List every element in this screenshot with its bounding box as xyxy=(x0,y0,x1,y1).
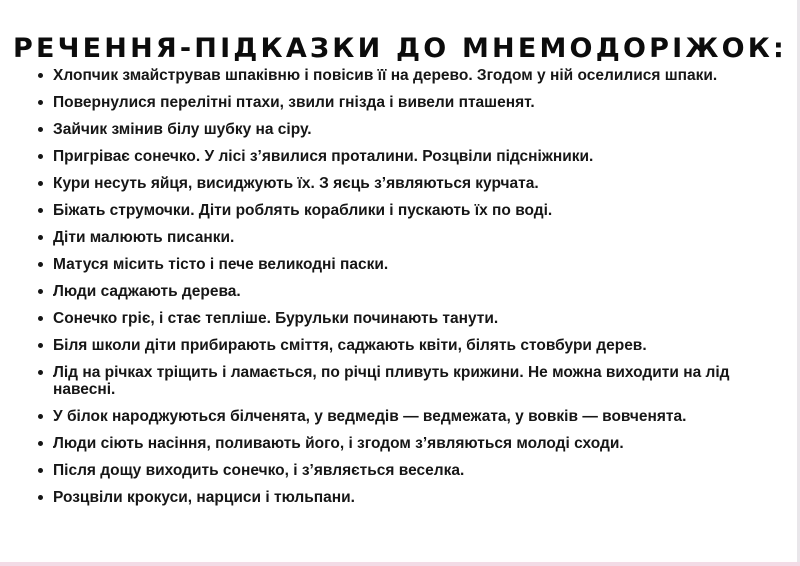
bullet-icon xyxy=(38,316,43,321)
list-item-text: Розцвіли крокуси, нарциси і тюльпани. xyxy=(53,489,355,506)
bullet-icon xyxy=(38,235,43,240)
list-item xyxy=(34,489,774,506)
list-item xyxy=(34,283,774,300)
bullet-icon xyxy=(38,289,43,294)
list-item-text: Хлопчик змайстрував шпаківню і повісив її на дерево. Згодом у ній оселилися шпаки. xyxy=(53,67,718,84)
list-item-text: Діти малюють писанки. xyxy=(53,229,235,246)
list-item xyxy=(34,94,774,111)
bullet-icon xyxy=(38,370,43,375)
bullet-icon xyxy=(38,495,43,500)
list-item xyxy=(34,408,774,425)
list-item xyxy=(34,310,774,327)
bullet-icon xyxy=(38,73,43,78)
list-item-text: Сонечко гріє, і стає тепліше. Бурульки починають танути. xyxy=(53,310,499,327)
list-item-text: Люди сіють насіння, поливають його, і згодом з’являються молоді сходи. xyxy=(53,435,624,452)
bullet-icon xyxy=(38,441,43,446)
list-item-text: Повернулися перелітні птахи, звили гнізда і вивели пташенят. xyxy=(53,94,535,111)
list-item-text: Люди саджають дерева. xyxy=(53,283,241,300)
list-item-text: Лід на річках тріщить і ламається, по річці пливуть крижини. Не можна виходити на лід навесні. xyxy=(53,364,730,398)
list-item-text: Біля школи діти прибирають сміття, саджають квіти, білять стовбури дерев. xyxy=(53,337,647,354)
list-item-text: Матуся місить тісто і пече великодні паски. xyxy=(53,256,389,273)
page-title: РЕЧЕННЯ-ПІДКАЗКИ ДО МНЕМОДОРІЖОК: xyxy=(12,33,788,64)
list-item-text: Зайчик змінив білу шубку на сіру. xyxy=(53,121,312,138)
list-item xyxy=(34,121,774,138)
list-item xyxy=(34,435,774,452)
list-item-text: Пригріває сонечко. У лісі з’явилися проталини. Розцвіли підсніжники. xyxy=(53,148,594,165)
bullet-icon xyxy=(38,468,43,473)
bullet-icon xyxy=(38,154,43,159)
list-item xyxy=(34,67,774,84)
list-item xyxy=(34,462,774,479)
list-item xyxy=(34,337,774,354)
list-item-text: Біжать струмочки. Діти роблять кораблики і пускають їх по воді. xyxy=(53,202,553,219)
sentence-list xyxy=(34,67,774,516)
list-item-text: Після дощу виходить сонечко, і з’являється веселка. xyxy=(53,462,465,479)
page-edge-bottom xyxy=(0,562,800,566)
list-item xyxy=(34,229,774,246)
bullet-icon xyxy=(38,127,43,132)
list-item xyxy=(34,148,774,165)
list-item xyxy=(34,256,774,273)
list-item xyxy=(34,175,774,192)
list-item-text: Кури несуть яйця, висиджують їх. З яєць з’являються курчата. xyxy=(53,175,539,192)
bullet-icon xyxy=(38,208,43,213)
bullet-icon xyxy=(38,262,43,267)
bullet-icon xyxy=(38,343,43,348)
bullet-icon xyxy=(38,414,43,419)
list-item-text: У білок народжуються білченята, у ведмедів — ведмежата, у вовків — вовченята. xyxy=(53,408,687,425)
bullet-icon xyxy=(38,181,43,186)
bullet-icon xyxy=(38,100,43,105)
list-item xyxy=(34,364,774,398)
list-item xyxy=(34,202,774,219)
